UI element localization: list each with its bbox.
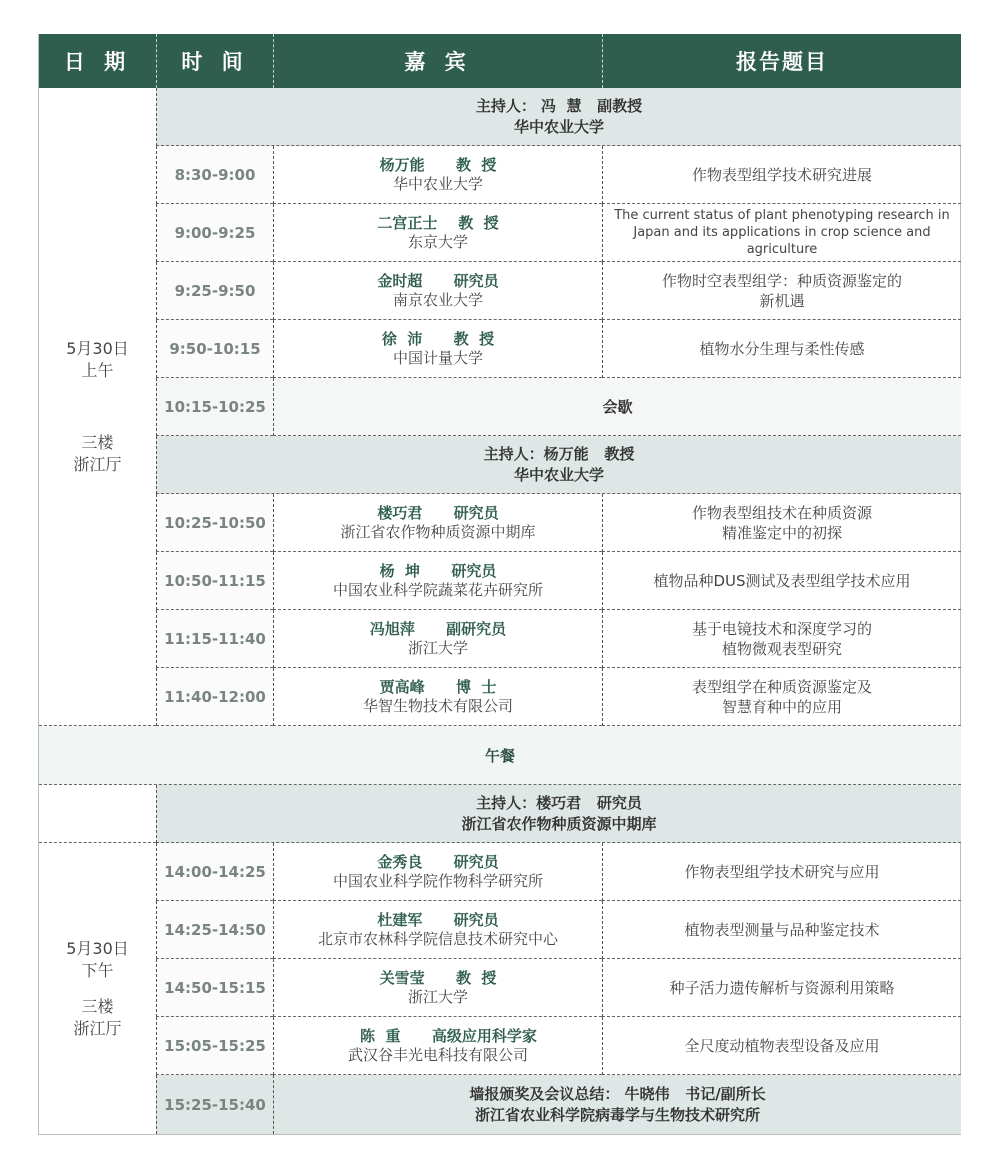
topic-line: 精准鉴定中的初探 (721, 523, 842, 542)
closing-line1: 墙报颁奖及会议总结： 牛晓伟 书记/副所长 (469, 1084, 766, 1103)
speaker-name: 杜建军 研究员 (377, 910, 499, 929)
topic-line: 智慧育种中的应用 (721, 697, 842, 716)
talk-speaker (273, 262, 602, 320)
host-affiliation: 浙江省农作物种质资源中期库 (461, 814, 657, 833)
talk-topic (602, 146, 961, 204)
host-name: 主持人：楼巧君 研究员 (476, 793, 642, 812)
talk-speaker (273, 552, 602, 610)
talk-speaker (273, 146, 602, 204)
topic-line: 植物表型测量与品种鉴定技术 (684, 920, 880, 939)
topic-line: 新机遇 (759, 291, 805, 310)
talk-topic (602, 959, 961, 1017)
break-time: 10:15-10:25 (156, 378, 273, 436)
topic-line: 作物时空表型组学：种质资源鉴定的 (661, 271, 902, 290)
speaker-affiliation: 东京大学 (407, 232, 468, 251)
lunch-row: 午餐 (39, 726, 961, 785)
talk-speaker (273, 494, 602, 552)
host-name: 主持人：杨万能 教授 (483, 444, 635, 463)
speaker-affiliation: 中国农业科学院蔬菜花卉研究所 (332, 580, 543, 599)
speaker-name: 杨 坤 研究员 (379, 561, 497, 580)
talk-speaker (273, 901, 602, 959)
speaker-affiliation: 武汉谷丰光电科技有限公司 (347, 1045, 528, 1064)
talk-time: 14:00-14:25 (156, 843, 273, 901)
morning-date-cell (39, 88, 156, 726)
morning-date: 5月30日 (66, 338, 129, 358)
session1-host (156, 88, 961, 146)
closing-summary (273, 1075, 961, 1134)
topic-line: 植物微观表型研究 (721, 639, 842, 658)
topic-line: The current status of plant phenotyping research in Japan and its applications in crop science and agriculture (614, 208, 950, 257)
afternoon-venue-floor: 三楼 (81, 997, 114, 1016)
speaker-affiliation: 中国农业科学院作物科学研究所 (332, 871, 543, 890)
talk-time: 8:30-9:00 (156, 146, 273, 204)
talk-topic (602, 901, 961, 959)
closing-line2: 浙江省农业科学院病毒学与生物技术研究所 (474, 1105, 760, 1124)
speaker-name: 冯旭萍 副研究员 (369, 619, 507, 638)
speaker-name: 关雪莹 教 授 (379, 968, 497, 987)
topic-line: 种子活力遗传解析与资源利用策略 (669, 978, 895, 997)
talk-topic (602, 610, 961, 668)
speaker-name: 二宫正士 教 授 (377, 213, 499, 232)
speaker-name: 杨万能 教 授 (379, 155, 497, 174)
speaker-name: 金时超 研究员 (377, 271, 499, 290)
speaker-affiliation: 华智生物技术有限公司 (362, 696, 513, 715)
host-affiliation: 华中农业大学 (513, 117, 604, 136)
session3-host (156, 785, 961, 843)
session2-host (156, 436, 961, 494)
talk-speaker (273, 610, 602, 668)
talk-time: 14:50-15:15 (156, 959, 273, 1017)
afternoon-date-cell (39, 843, 156, 1135)
speaker-name: 徐 沛 教 授 (381, 329, 495, 348)
talk-speaker (273, 959, 602, 1017)
speaker-name: 金秀良 研究员 (377, 852, 499, 871)
speaker-affiliation: 浙江大学 (407, 638, 468, 657)
speaker-affiliation: 南京农业大学 (392, 290, 483, 309)
afternoon-period: 下午 (81, 961, 114, 980)
talk-speaker (273, 320, 602, 378)
talk-time: 9:25-9:50 (156, 262, 273, 320)
talk-speaker (273, 204, 602, 262)
speaker-name: 楼巧君 研究员 (377, 503, 499, 522)
header-date: 日 期 (39, 34, 156, 88)
schedule-table (38, 34, 961, 1135)
morning-period: 上午 (81, 360, 114, 380)
speaker-affiliation: 中国计量大学 (392, 348, 483, 367)
header-speaker: 嘉 宾 (273, 34, 602, 88)
talk-time: 9:50-10:15 (156, 320, 273, 378)
speaker-affiliation: 浙江省农作物种质资源中期库 (340, 522, 536, 541)
talk-time: 15:05-15:25 (156, 1017, 273, 1075)
topic-line: 植物水分生理与柔性传感 (699, 339, 865, 358)
afternoon-blank-cell (39, 785, 156, 843)
host-affiliation: 华中农业大学 (513, 465, 604, 484)
speaker-affiliation: 浙江大学 (407, 987, 468, 1006)
talk-time: 11:40-12:00 (156, 668, 273, 726)
host-name: 主持人： 冯 慧 副教授 (475, 96, 643, 115)
topic-line: 作物表型组技术在种质资源 (691, 503, 872, 522)
morning-venue-hall: 浙江厅 (73, 454, 122, 474)
talk-topic (602, 843, 961, 901)
speaker-affiliation: 华中农业大学 (392, 174, 483, 193)
talk-topic (602, 262, 961, 320)
talk-time: 10:50-11:15 (156, 552, 273, 610)
closing-time: 15:25-15:40 (156, 1075, 273, 1134)
talk-topic (602, 204, 961, 262)
talk-topic (602, 1017, 961, 1075)
afternoon-date: 5月30日 (66, 939, 129, 958)
topic-line: 作物表型组学技术研究进展 (691, 165, 872, 184)
talk-time: 14:25-14:50 (156, 901, 273, 959)
speaker-name: 贾高峰 博 士 (379, 677, 497, 696)
talk-time: 9:00-9:25 (156, 204, 273, 262)
topic-line: 全尺度动植物表型设备及应用 (684, 1036, 880, 1055)
topic-line: 基于电镜技术和深度学习的 (691, 619, 872, 638)
topic-line: 作物表型组学技术研究与应用 (684, 862, 880, 881)
afternoon-venue-hall: 浙江厅 (73, 1019, 122, 1038)
topic-line: 表型组学在种质资源鉴定及 (691, 677, 872, 696)
break-label: 会歇 (273, 378, 961, 436)
talk-speaker (273, 668, 602, 726)
talk-time: 11:15-11:40 (156, 610, 273, 668)
talk-topic (602, 494, 961, 552)
talk-speaker (273, 1017, 602, 1075)
talk-topic (602, 668, 961, 726)
talk-topic (602, 552, 961, 610)
morning-venue-floor: 三楼 (81, 432, 114, 452)
speaker-affiliation: 北京市农林科学院信息技术研究中心 (317, 929, 558, 948)
header-time: 时 间 (156, 34, 273, 88)
speaker-name: 陈 重 高级应用科学家 (339, 1026, 537, 1045)
talk-time: 10:25-10:50 (156, 494, 273, 552)
talk-speaker (273, 843, 602, 901)
header-topic: 报告题目 (602, 34, 961, 88)
topic-line: 植物品种DUS测试及表型组学技术应用 (653, 571, 911, 590)
talk-topic (602, 320, 961, 378)
